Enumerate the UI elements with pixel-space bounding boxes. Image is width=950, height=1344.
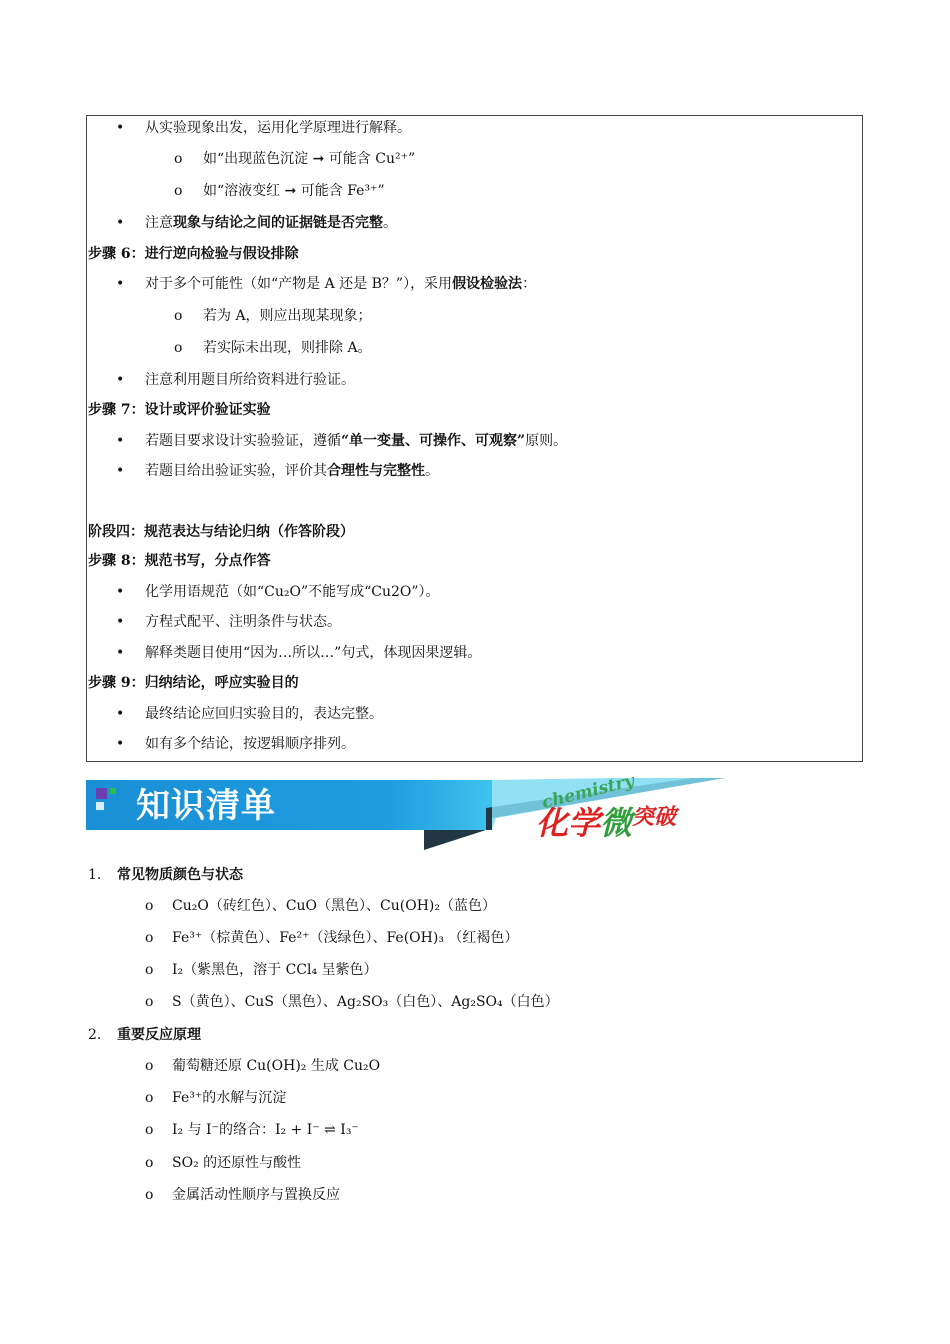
list-heading-2: 重要反应原理 [117, 1027, 201, 1043]
step7-heading: 步骤 7：设计或评价验证实验 [88, 402, 271, 418]
sub-bullet: o [145, 1058, 154, 1074]
box-sub-2: 如“溶液变红 ➞ 可能含 Fe³⁺” [203, 183, 385, 199]
box-bullet-6: 若题目给出验证实验，评价其合理性与完整性。 [145, 463, 439, 479]
bullet: • [116, 215, 125, 231]
list-item: Fe³⁺的水解与沉淀 [172, 1090, 287, 1106]
bullet: • [116, 706, 125, 722]
bullet: • [116, 614, 125, 630]
stage4-heading: 阶段四：规范表达与结论归纳（作答阶段） [88, 524, 354, 540]
list-item: 葡萄糖还原 Cu(OH)₂ 生成 Cu₂O [172, 1058, 381, 1074]
box-bullet-4: 注意利用题目所给资料进行验证。 [145, 372, 355, 388]
bullet: • [116, 372, 125, 388]
sub-bullet: o [174, 151, 183, 167]
sub-bullet: o [174, 183, 183, 199]
bullet: • [116, 584, 125, 600]
sub-bullet: o [145, 1090, 154, 1106]
sub-bullet: o [174, 308, 183, 324]
banner-square-purple [96, 788, 107, 799]
list-item: 金属活动性顺序与置换反应 [172, 1187, 340, 1203]
list-item: I₂（紫黑色，溶于 CCl₄ 呈紫色） [172, 962, 378, 978]
list-heading-1: 常见物质颜色与状态 [117, 867, 243, 883]
banner-script: chemistry [539, 770, 637, 814]
banner-title: 知识清单 [136, 786, 276, 826]
sub-bullet: o [174, 340, 183, 356]
sub-bullet: o [145, 1122, 154, 1138]
sub-bullet: o [145, 898, 154, 914]
list-number: 2. [88, 1027, 102, 1043]
step9-heading: 步骤 9：归纳结论，呼应实验目的 [88, 675, 299, 691]
bullet: • [116, 433, 125, 449]
step6-heading: 步骤 6：进行逆向检验与假设排除 [88, 246, 299, 262]
banner-square-green [110, 788, 116, 794]
box-sub-3: 若为 A，则应出现某现象； [203, 308, 372, 324]
brand-logo: 化学微突破 [536, 804, 677, 842]
box-bullet-3: 对于多个可能性（如“产物是 A 还是 B？”），采用假设检验法： [145, 276, 537, 292]
box-bullet-7: 化学用语规范（如“Cu₂O”不能写成“Cu2O”）。 [145, 584, 440, 600]
box-bullet-2: 注意现象与结论之间的证据链是否完整。 [145, 215, 397, 231]
bullet: • [116, 736, 125, 752]
sub-bullet: o [145, 994, 154, 1010]
bullet: • [116, 120, 125, 136]
sub-bullet: o [145, 930, 154, 946]
bullet: • [116, 463, 125, 479]
box-bullet-8: 方程式配平、注明条件与状态。 [145, 614, 341, 630]
knowledge-list-banner [86, 770, 746, 850]
box-bullet-1: 从实验现象出发，运用化学原理进行解释。 [145, 120, 411, 136]
banner-square-light [96, 802, 104, 810]
bullet: • [116, 276, 125, 292]
box-bullet-5: 若题目要求设计实验验证，遵循“单一变量、可操作、可观察”原则。 [145, 433, 568, 449]
box-bullet-10: 最终结论应回归实验目的，表达完整。 [145, 706, 383, 722]
sub-bullet: o [145, 1187, 154, 1203]
list-item: Cu₂O（砖红色）、CuO（黑色）、Cu(OH)₂（蓝色） [172, 898, 496, 914]
sub-bullet: o [145, 962, 154, 978]
list-item: S（黄色）、CuS（黑色）、Ag₂SO₃（白色）、Ag₂SO₄（白色） [172, 994, 559, 1010]
list-item: SO₂ 的还原性与酸性 [172, 1155, 302, 1171]
box-bullet-11: 如有多个结论，按逻辑顺序排列。 [145, 736, 355, 752]
sub-bullet: o [145, 1155, 154, 1171]
list-number: 1. [88, 867, 102, 883]
list-item: I₂ 与 I⁻的络合：I₂ + I⁻ ⇌ I₃⁻ [172, 1122, 359, 1138]
list-item: Fe³⁺（棕黄色）、Fe²⁺（浅绿色）、Fe(OH)₃ （红褐色） [172, 930, 519, 946]
box-sub-1: 如“出现蓝色沉淀 ➞ 可能含 Cu²⁺” [203, 151, 416, 167]
bullet: • [116, 645, 125, 661]
step8-heading: 步骤 8：规范书写，分点作答 [88, 553, 271, 569]
box-sub-4: 若实际未出现，则排除 A。 [203, 340, 372, 356]
box-bullet-9: 解释类题目使用“因为…所以…”句式，体现因果逻辑。 [145, 645, 482, 661]
